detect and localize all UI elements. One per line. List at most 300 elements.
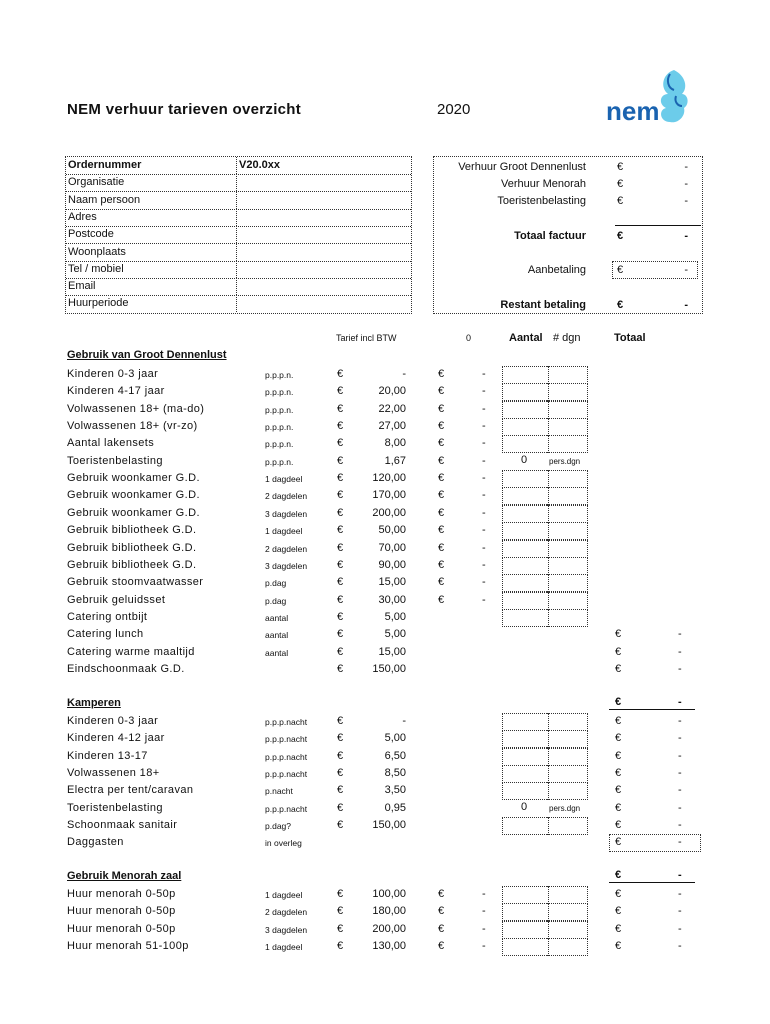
row-label: Volwassenen 18+ (ma-do) — [67, 402, 205, 415]
order-info-table — [65, 156, 412, 314]
order-row — [66, 295, 411, 312]
row-unit: p.p.p.nacht — [265, 734, 308, 745]
row-total-currency: € — [615, 767, 622, 780]
order-row — [66, 244, 411, 262]
table-row — [0, 903, 770, 920]
order-field-label: Organisatie — [68, 176, 125, 189]
summary-label: Verhuur Groot Dennenlust — [458, 161, 586, 173]
summary-currency: € — [617, 299, 624, 311]
row-total: - — [678, 836, 682, 849]
aantal-input[interactable] — [502, 713, 549, 731]
dgn-input[interactable] — [547, 903, 588, 921]
row-subtotal: - — [482, 888, 486, 900]
row-price: - — [402, 368, 406, 380]
row-unit: aantal — [265, 630, 289, 641]
row-label: Gebruik bibliotheek G.D. — [67, 524, 197, 537]
row-unit: p.nacht — [265, 786, 293, 797]
row-subtotal: - — [482, 489, 486, 502]
row-subtotal: - — [482, 576, 486, 589]
order-field-value[interactable] — [236, 192, 412, 209]
row-total-currency: € — [615, 732, 622, 745]
row-price: 1,67 — [384, 454, 406, 467]
aanbetaling-input[interactable] — [612, 261, 698, 279]
order-field-value[interactable] — [236, 157, 412, 174]
row-unit: 3 dagdelen — [265, 508, 308, 519]
order-field-label: Huurperiode — [68, 297, 129, 310]
aantal-input[interactable] — [502, 886, 549, 904]
aantal-input[interactable] — [502, 401, 549, 419]
row-currency: € — [337, 819, 344, 832]
row-computed-count: 0 — [521, 800, 528, 813]
table-row — [0, 366, 770, 383]
totaal-factuur-line — [615, 225, 701, 226]
row-total: - — [678, 645, 682, 658]
table-row — [0, 609, 770, 626]
row-label: Gebruik woonkamer G.D. — [67, 472, 200, 485]
col-aantal: Aantal — [509, 332, 543, 344]
row-total-currency: € — [615, 905, 622, 918]
row-currency: € — [337, 645, 344, 658]
section-dennenlust-title: Gebruik van Groot Dennenlust — [67, 349, 227, 361]
row-subtotal-currency: € — [438, 593, 445, 606]
kamperen-total-currency: € — [615, 696, 622, 708]
row-currency: € — [337, 541, 344, 554]
row-unit: in overleg — [265, 838, 302, 849]
aantal-input[interactable] — [502, 540, 549, 558]
row-unit: 1 dagdeel — [265, 942, 303, 953]
row-unit: 1 dagdeel — [265, 526, 303, 537]
row-currency: € — [337, 558, 344, 571]
table-row — [0, 817, 770, 834]
order-field-value[interactable] — [236, 174, 412, 191]
order-field-label: Tel / mobiel — [68, 262, 124, 275]
row-subtotal: - — [482, 368, 486, 380]
summary-currency: € — [617, 161, 624, 173]
order-field-value[interactable] — [236, 295, 412, 312]
row-price: 8,50 — [384, 767, 406, 780]
summary-value: - — [684, 161, 688, 173]
row-pers-dgn: pers.dgn — [549, 803, 581, 813]
order-row — [66, 157, 411, 175]
row-subtotal: - — [482, 922, 486, 935]
order-field-label: Ordernummer — [68, 159, 142, 171]
order-field-value[interactable] — [236, 209, 412, 226]
row-subtotal-currency: € — [438, 472, 445, 485]
col-zero: 0 — [466, 333, 472, 343]
row-price: - — [402, 715, 406, 727]
order-field-label: Naam persoon — [68, 193, 141, 206]
row-total: - — [678, 888, 682, 900]
table-row — [0, 592, 770, 609]
row-total: - — [678, 715, 682, 727]
row-price: 15,00 — [378, 576, 406, 589]
row-label: Huur menorah 0-50p — [67, 888, 176, 900]
table-row — [0, 800, 770, 817]
dgn-input[interactable] — [547, 487, 588, 505]
row-price: 8,00 — [384, 437, 406, 450]
dgn-input[interactable] — [547, 592, 588, 610]
table-row — [0, 886, 770, 903]
row-currency: € — [337, 506, 344, 519]
summary-currency: € — [617, 178, 624, 190]
row-currency: € — [337, 368, 344, 380]
dgn-input[interactable] — [547, 817, 588, 835]
row-price: 70,00 — [378, 541, 406, 554]
kamperen-total-line — [609, 709, 695, 710]
row-subtotal: - — [482, 454, 486, 467]
kamperen-total-value: - — [678, 696, 682, 708]
table-row — [0, 505, 770, 522]
order-row — [66, 174, 411, 192]
dgn-input[interactable] — [547, 730, 588, 748]
row-label: Kinderen 13-17 — [67, 749, 148, 762]
row-label: Kinderen 4-17 jaar — [67, 385, 165, 398]
row-label: Catering lunch — [67, 628, 144, 641]
row-currency: € — [337, 489, 344, 502]
table-row — [0, 834, 770, 851]
row-currency: € — [337, 801, 344, 814]
table-row — [0, 938, 770, 955]
section-kamperen-title: Kamperen — [67, 697, 121, 709]
row-total-currency: € — [615, 715, 622, 727]
dgn-input[interactable] — [547, 921, 588, 939]
row-price: 180,00 — [372, 905, 406, 918]
row-subtotal: - — [482, 437, 486, 450]
row-total: - — [678, 905, 682, 918]
dgn-input[interactable] — [547, 401, 588, 419]
table-row — [0, 921, 770, 938]
row-total-currency: € — [615, 784, 622, 797]
row-unit: p.dag — [265, 595, 287, 606]
row-label: Catering warme maaltijd — [67, 645, 195, 658]
dgn-input[interactable] — [547, 765, 588, 783]
row-total: - — [678, 801, 682, 814]
row-unit: 1 dagdeel — [265, 474, 303, 485]
col-totaal: Totaal — [614, 332, 646, 344]
row-price: 200,00 — [372, 922, 406, 935]
row-currency: € — [337, 454, 344, 467]
row-subtotal: - — [482, 905, 486, 918]
row-unit: p.p.p.n. — [265, 439, 294, 450]
row-total-currency: € — [615, 645, 622, 658]
aantal-input[interactable] — [502, 903, 549, 921]
row-subtotal: - — [482, 940, 486, 953]
row-price: 150,00 — [372, 819, 406, 832]
row-subtotal: - — [482, 402, 486, 415]
row-subtotal-currency: € — [438, 922, 445, 935]
row-currency: € — [337, 524, 344, 537]
row-subtotal-currency: € — [438, 489, 445, 502]
row-unit: 3 dagdelen — [265, 560, 308, 571]
summary-value: - — [684, 178, 688, 190]
row-subtotal-currency: € — [438, 454, 445, 467]
row-unit: 1 dagdeel — [265, 890, 303, 900]
row-total-currency: € — [615, 888, 622, 900]
row-total-currency: € — [615, 801, 622, 814]
aantal-input[interactable] — [502, 817, 549, 835]
dgn-input[interactable] — [547, 713, 588, 731]
order-row — [66, 192, 411, 210]
row-price: 15,00 — [378, 645, 406, 658]
row-currency: € — [337, 715, 344, 727]
dgn-input[interactable] — [547, 540, 588, 558]
aantal-input[interactable] — [502, 418, 549, 436]
row-unit: aantal — [265, 612, 289, 623]
row-subtotal: - — [482, 420, 486, 433]
summary-row — [434, 297, 702, 314]
order-field-value[interactable] — [236, 261, 412, 278]
daggasten-total-box — [609, 834, 701, 852]
row-price: 50,00 — [378, 524, 406, 537]
table-row — [0, 418, 770, 435]
row-subtotal-currency: € — [438, 576, 445, 589]
aantal-input[interactable] — [502, 592, 549, 610]
table-row — [0, 557, 770, 574]
table-row — [0, 574, 770, 591]
row-label: Gebruik bibliotheek G.D. — [67, 558, 197, 571]
aantal-input[interactable] — [502, 574, 549, 592]
row-unit: p.dag? — [265, 821, 291, 832]
table-row — [0, 661, 770, 678]
row-subtotal-currency: € — [438, 420, 445, 433]
row-label: Kinderen 0-3 jaar — [67, 715, 159, 727]
row-price: 5,00 — [384, 628, 406, 641]
row-unit: aantal — [265, 647, 289, 658]
row-price: 200,00 — [372, 506, 406, 519]
dgn-input[interactable] — [547, 418, 588, 436]
table-row — [0, 470, 770, 487]
aantal-input[interactable] — [502, 557, 549, 575]
aantal-input[interactable] — [502, 938, 549, 956]
summary-value: - — [684, 195, 688, 207]
row-subtotal: - — [482, 593, 486, 606]
order-field-value[interactable] — [236, 226, 412, 243]
row-currency: € — [337, 662, 344, 675]
row-label: Volwassenen 18+ — [67, 767, 160, 780]
summary-value: - — [684, 264, 688, 276]
row-price: 0,95 — [384, 801, 406, 814]
row-label: Gebruik bibliotheek G.D. — [67, 541, 197, 554]
row-total-currency: € — [615, 662, 622, 675]
row-label: Gebruik geluidsset — [67, 593, 166, 606]
row-currency: € — [337, 420, 344, 433]
aantal-input[interactable] — [502, 782, 549, 800]
row-price: 3,50 — [384, 784, 406, 797]
row-price: 6,50 — [384, 749, 406, 762]
row-currency: € — [337, 385, 344, 398]
order-row — [66, 261, 411, 279]
aantal-input[interactable] — [502, 921, 549, 939]
row-total: - — [678, 662, 682, 675]
table-row — [0, 487, 770, 504]
summary-currency: € — [617, 195, 624, 207]
order-field-label: Email — [68, 280, 96, 293]
row-unit: p.p.p.n. — [265, 387, 294, 398]
summary-currency: € — [617, 264, 624, 276]
table-row — [0, 540, 770, 557]
row-unit: p.p.p.n. — [265, 404, 294, 415]
row-label: Toeristenbelasting — [67, 801, 163, 814]
row-subtotal-currency: € — [438, 402, 445, 415]
nem-logo — [604, 64, 704, 144]
row-price: 27,00 — [378, 420, 406, 433]
dgn-input[interactable] — [547, 383, 588, 401]
row-subtotal-currency: € — [438, 888, 445, 900]
summary-row — [434, 262, 702, 279]
summary-value: - — [684, 230, 688, 242]
logo-text: nem — [606, 96, 660, 126]
row-label: Kinderen 4-12 jaar — [67, 732, 165, 745]
row-subtotal-currency: € — [438, 541, 445, 554]
row-label: Huur menorah 0-50p — [67, 922, 176, 935]
aantal-input[interactable] — [502, 435, 549, 453]
page-title: NEM verhuur tarieven overzicht — [67, 101, 302, 118]
table-row — [0, 713, 770, 730]
row-currency: € — [337, 888, 344, 900]
row-price: 20,00 — [378, 385, 406, 398]
row-total-currency: € — [615, 628, 622, 641]
dgn-input[interactable] — [547, 470, 588, 488]
row-unit: 2 dagdelen — [265, 907, 308, 918]
row-price: 100,00 — [372, 888, 406, 900]
table-row — [0, 644, 770, 661]
table-row — [0, 626, 770, 643]
summary-label: Totaal factuur — [514, 230, 586, 242]
row-unit: p.p.p.n. — [265, 456, 294, 467]
dgn-input[interactable] — [547, 782, 588, 800]
row-label: Schoonmaak sanitair — [67, 819, 178, 832]
row-computed-count: 0 — [521, 453, 528, 466]
row-subtotal: - — [482, 524, 486, 537]
row-total-currency: € — [615, 836, 622, 849]
aantal-input[interactable] — [502, 505, 549, 523]
row-total-currency: € — [615, 922, 622, 935]
aantal-input[interactable] — [502, 487, 549, 505]
row-currency: € — [337, 610, 344, 623]
dgn-input[interactable] — [547, 609, 588, 627]
dgn-input[interactable] — [547, 574, 588, 592]
table-row — [0, 748, 770, 765]
row-label: Gebruik stoomvaatwasser — [67, 576, 204, 589]
row-currency: € — [337, 749, 344, 762]
row-total-currency: € — [615, 940, 622, 953]
summary-label: Restant betaling — [500, 299, 586, 311]
row-label: Huur menorah 51-100p — [67, 940, 189, 953]
row-label: Gebruik woonkamer G.D. — [67, 506, 200, 519]
aantal-input[interactable] — [502, 765, 549, 783]
dgn-input[interactable] — [547, 435, 588, 453]
aantal-input[interactable] — [502, 383, 549, 401]
row-unit: p.p.p.n. — [265, 370, 294, 380]
row-subtotal: - — [482, 385, 486, 398]
row-subtotal-currency: € — [438, 368, 445, 380]
summary-label: Aanbetaling — [527, 264, 586, 276]
row-subtotal-currency: € — [438, 940, 445, 953]
table-row — [0, 435, 770, 452]
row-subtotal: - — [482, 506, 486, 519]
dgn-input[interactable] — [547, 505, 588, 523]
summary-row — [434, 228, 702, 245]
row-label: Volwassenen 18+ (vr-zo) — [67, 420, 198, 433]
row-currency: € — [337, 922, 344, 935]
dgn-input[interactable] — [547, 938, 588, 956]
row-subtotal-currency: € — [438, 524, 445, 537]
dgn-input[interactable] — [547, 557, 588, 575]
order-field-value[interactable] — [236, 278, 412, 295]
row-subtotal-currency: € — [438, 558, 445, 571]
row-unit: p.p.p.nacht — [265, 751, 308, 762]
row-label: Eindschoonmaak G.D. — [67, 662, 185, 675]
aantal-input[interactable] — [502, 470, 549, 488]
aantal-input[interactable] — [502, 366, 549, 384]
row-total: - — [678, 767, 682, 780]
summary-box — [433, 156, 703, 314]
row-total: - — [678, 628, 682, 641]
row-subtotal-currency: € — [438, 506, 445, 519]
row-currency: € — [337, 732, 344, 745]
order-row — [66, 209, 411, 227]
row-total: - — [678, 749, 682, 762]
row-subtotal-currency: € — [438, 905, 445, 918]
row-total: - — [678, 784, 682, 797]
order-field-value[interactable] — [236, 244, 412, 261]
row-total: - — [678, 732, 682, 745]
order-field-value-text: V20.0xx — [239, 159, 280, 171]
table-row — [0, 782, 770, 799]
row-total: - — [678, 940, 682, 953]
row-currency: € — [337, 472, 344, 485]
table-row — [0, 522, 770, 539]
dgn-input[interactable] — [547, 748, 588, 766]
dgn-input[interactable] — [547, 522, 588, 540]
row-total-currency: € — [615, 749, 622, 762]
row-unit: 2 dagdelen — [265, 543, 308, 554]
aantal-input[interactable] — [502, 730, 549, 748]
aantal-input[interactable] — [502, 609, 549, 627]
section-menorah-title: Gebruik Menorah zaal — [67, 870, 182, 882]
dgn-input[interactable] — [547, 366, 588, 384]
row-total-currency: € — [615, 819, 622, 832]
row-currency: € — [337, 402, 344, 415]
row-unit: p.p.p.nacht — [265, 717, 308, 727]
row-price: 150,00 — [372, 662, 406, 675]
table-row — [0, 383, 770, 400]
dgn-input[interactable] — [547, 886, 588, 904]
row-label: Catering ontbijt — [67, 610, 148, 623]
row-price: 22,00 — [378, 402, 406, 415]
row-subtotal: - — [482, 541, 486, 554]
order-field-label: Adres — [68, 210, 97, 223]
table-row — [0, 765, 770, 782]
row-currency: € — [337, 576, 344, 589]
summary-value: - — [684, 299, 688, 311]
aantal-input[interactable] — [502, 748, 549, 766]
summary-row — [434, 159, 702, 176]
summary-row — [434, 176, 702, 193]
row-currency: € — [337, 940, 344, 953]
row-price: 30,00 — [378, 593, 406, 606]
row-price: 90,00 — [378, 558, 406, 571]
row-unit: 2 dagdelen — [265, 491, 308, 502]
aantal-input[interactable] — [502, 522, 549, 540]
order-row — [66, 278, 411, 296]
order-row — [66, 226, 411, 244]
row-price: 170,00 — [372, 489, 406, 502]
row-currency: € — [337, 628, 344, 641]
row-label: Toeristenbelasting — [67, 454, 163, 467]
row-label: Gebruik woonkamer G.D. — [67, 489, 200, 502]
row-subtotal-currency: € — [438, 437, 445, 450]
